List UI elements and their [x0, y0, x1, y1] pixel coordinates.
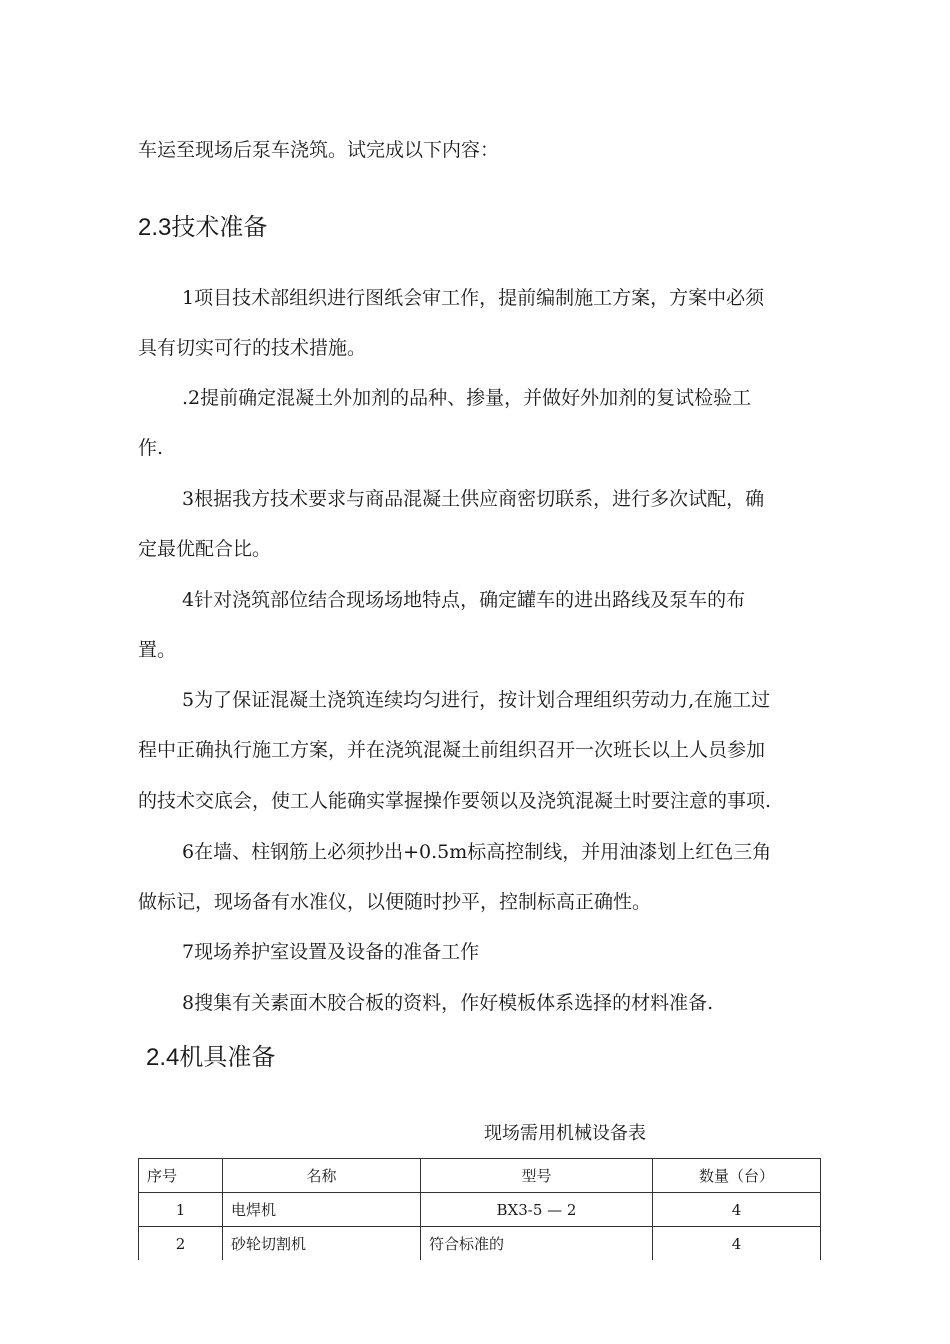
section-heading-2-4	[146, 1042, 275, 1073]
section-title: 技术准备	[171, 213, 268, 241]
section-number: 2.4	[146, 1044, 180, 1071]
paragraph-6-line-1: 6在墙、柱钢筋上必须抄出+0.5m标高控制线，并用油漆划上红色三角	[182, 841, 772, 863]
cell-name: 砂轮切割机	[223, 1227, 421, 1261]
table-header-row	[139, 1159, 821, 1193]
header-cell-model: 型号	[421, 1159, 653, 1193]
cell-model: BX3-5 — 2	[421, 1193, 653, 1227]
cell-index: 1	[139, 1193, 223, 1227]
paragraph-5-line-2: 程中正确执行施工方案，并在浇筑混凝土前组织召开一次班长以上人员参加	[138, 739, 766, 761]
cell-model: 符合标准的	[421, 1227, 653, 1261]
cell-quantity: 4	[653, 1193, 821, 1227]
paragraph-5-line-3: 的技术交底会，使工人能确实掌握操作要领以及浇筑混凝土时要注意的事项.	[138, 790, 772, 812]
section-number: 2.3	[138, 214, 172, 241]
paragraph-5-line-1: 5为了保证混凝土浇筑连续均匀进行，按计划合理组织劳动力,在施工过	[182, 689, 771, 711]
intro-line: 车运至现场后泵车浇筑。试完成以下内容：	[138, 139, 500, 161]
header-cell-name: 名称	[223, 1159, 421, 1193]
paragraph-1-line-1: 1项目技术部组织进行图纸会审工作，提前编制施工方案，方案中必须	[182, 287, 765, 309]
paragraph-4-line-2: 置。	[138, 639, 177, 661]
header-cell-quantity: 数量（台）	[653, 1159, 821, 1193]
paragraph-3-line-1: 3根据我方技术要求与商品混凝土供应商密切联系，进行多次试配，确	[182, 488, 765, 510]
paragraph-1-line-2: 具有切实可行的技术措施。	[138, 337, 367, 359]
section-heading-2-3	[138, 212, 267, 243]
paragraph-8-line-1: 8搜集有关素面木胶合板的资料，作好模板体系选择的材料准备.	[182, 992, 714, 1014]
paragraph-3-line-2: 定最优配合比。	[138, 538, 272, 560]
equipment-table	[138, 1158, 821, 1260]
cell-quantity: 4	[653, 1227, 821, 1261]
header-cell-index: 序号	[139, 1159, 223, 1193]
table-row	[139, 1227, 821, 1261]
cell-index: 2	[139, 1227, 223, 1261]
cell-name: 电焊机	[223, 1193, 421, 1227]
paragraph-6-line-2: 做标记，现场备有水准仪，以便随时抄平，控制标高正确性。	[138, 891, 652, 913]
table-row	[139, 1193, 821, 1227]
section-title: 机具准备	[179, 1043, 276, 1071]
paragraph-4-line-1: 4针对浇筑部位结合现场场地特点，确定罐车的进出路线及泵车的布	[182, 589, 746, 611]
paragraph-2-line-2: 作.	[138, 437, 164, 459]
paragraph-2-line-1: .2提前确定混凝土外加剂的品种、掺量，并做好外加剂的复试检验工	[182, 387, 752, 409]
paragraph-7-line-1: 7现场养护室设置及设备的准备工作	[182, 941, 480, 963]
table-caption: 现场需用机械设备表	[484, 1123, 646, 1144]
